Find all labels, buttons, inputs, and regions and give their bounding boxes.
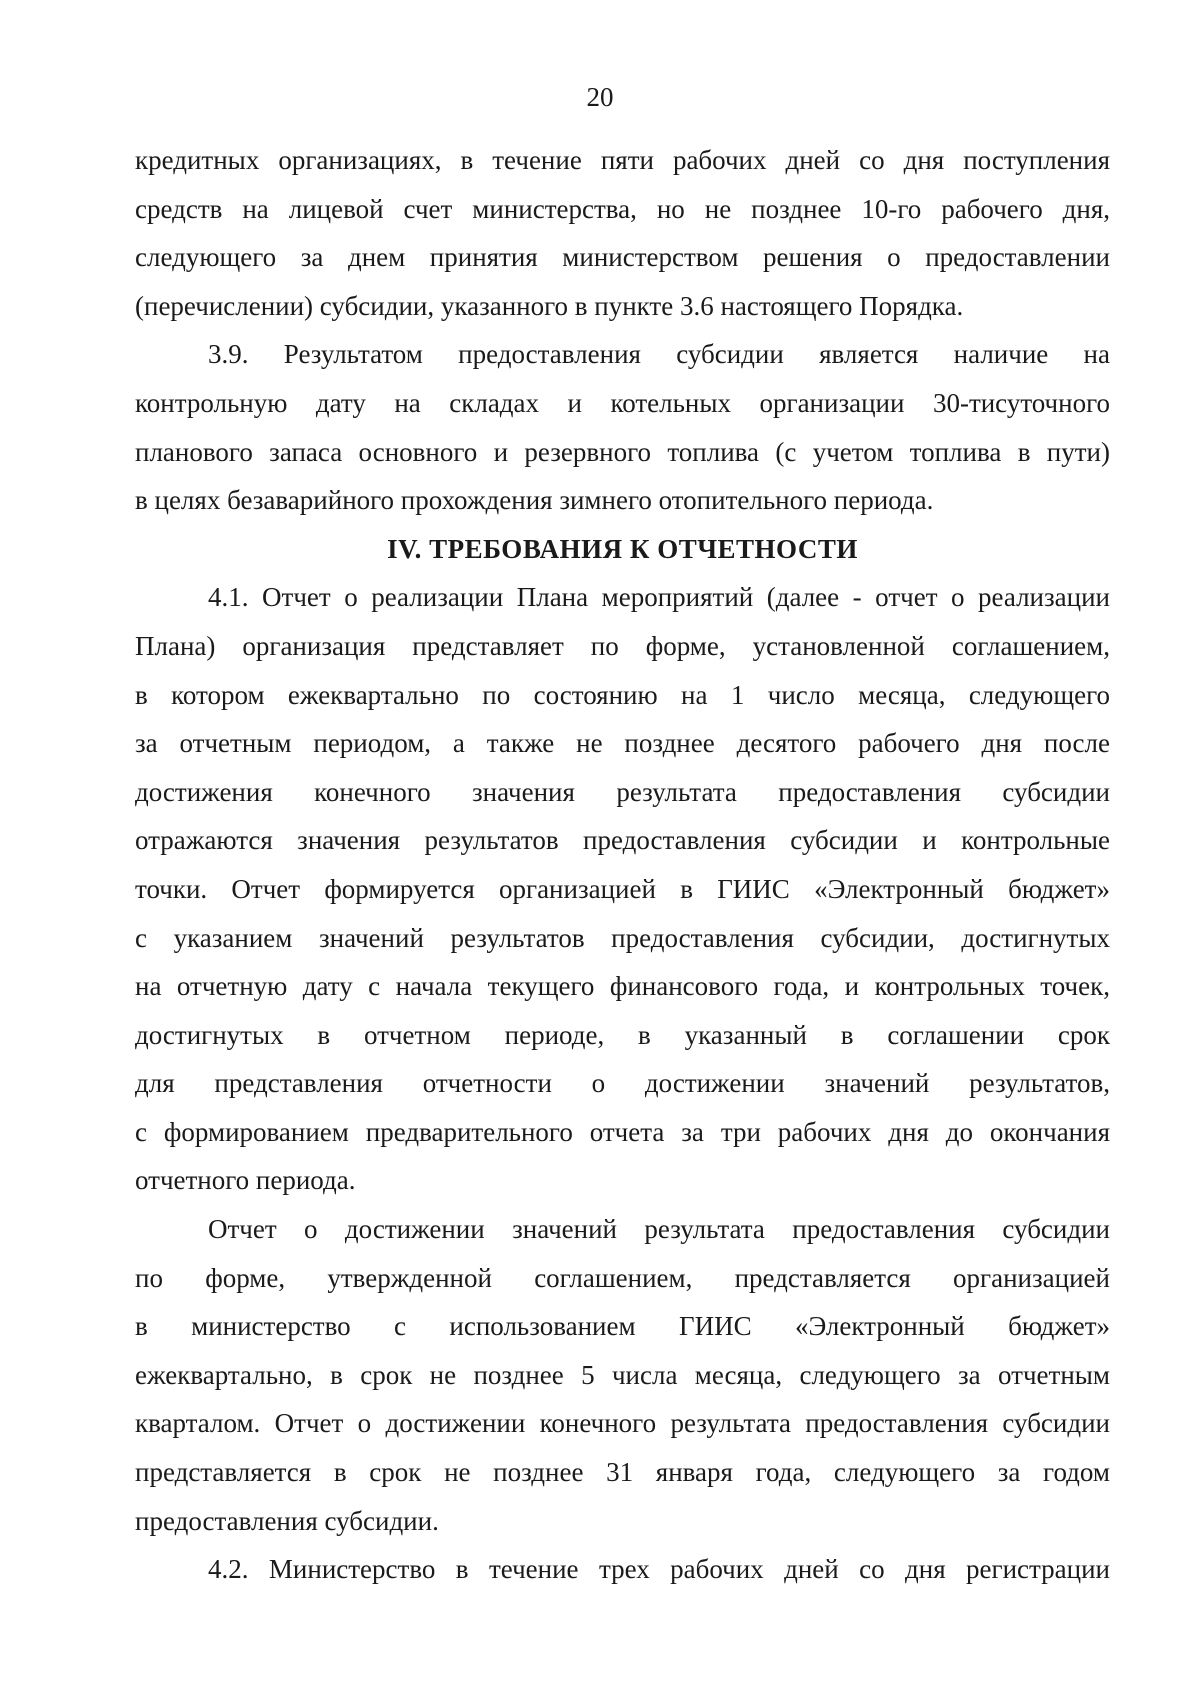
paragraph-4-2-start: 4.2. Министерство в течение трех рабочих дней со дня регистрации (208, 1554, 1110, 1585)
text-line: в министерство с использованием ГИИС «Электронный бюджет» (135, 1311, 1110, 1342)
text-line: контрольную дату на складах и котельных организации 30-тисуточного (135, 387, 1110, 418)
text-line: (перечислении) субсидии, указанного в пункте 3.6 настоящего Порядка. (135, 290, 964, 321)
document-body (135, 136, 1110, 1594)
text-line: отчетного периода. (135, 1165, 356, 1196)
text-line: по форме, утвержденной соглашением, представляется организацией (135, 1262, 1110, 1293)
text-line: достигнутых в отчетном периоде, в указанный в соглашении срок (135, 1019, 1110, 1050)
paragraph-4-1-start: 4.1. Отчет о реализации Плана мероприятий (далее - отчет о реализации (208, 582, 1110, 613)
paragraph-report-start: Отчет о достижении значений результата предоставления субсидии (208, 1214, 1110, 1245)
text-line: точки. Отчет формируется организацией в ГИИС «Электронный бюджет» (135, 873, 1110, 904)
text-line: планового запаса основного и резервного топлива (с учетом топлива в пути) (135, 436, 1110, 467)
text-line: на отчетную дату с начала текущего финансового года, и контрольных точек, (135, 971, 1110, 1002)
text-line: следующего за днем принятия министерством решения о предоставлении (135, 242, 1110, 273)
paragraph-3-9-start: 3.9. Результатом предоставления субсидии является наличие на (208, 339, 1110, 370)
section-heading: IV. ТРЕБОВАНИЯ К ОТЧЕТНОСТИ (387, 533, 858, 564)
text-line: с формированием предварительного отчета за три рабочих дня до окончания (135, 1116, 1110, 1147)
text-line: за отчетным периодом, а также не позднее десятого рабочего дня после (135, 728, 1110, 759)
text-line: с указанием значений результатов предоставления субсидии, достигнутых (135, 922, 1110, 953)
text-line: для представления отчетности о достижении значений результатов, (135, 1068, 1110, 1099)
text-line: отражаются значения результатов предоставления субсидии и контрольные (135, 825, 1110, 856)
text-line: Плана) организация представляет по форме, установленной соглашением, (135, 630, 1110, 661)
page-number: 20 (586, 82, 614, 112)
text-line: кварталом. Отчет о достижении конечного результата предоставления субсидии (135, 1408, 1110, 1439)
text-line: в целях безаварийного прохождения зимнего отопительного периода. (135, 485, 934, 516)
text-line: кредитных организациях, в течение пяти рабочих дней со дня поступления (135, 145, 1110, 175)
text-line: достижения конечного значения результата предоставления субсидии (135, 776, 1110, 807)
text-line: в котором ежеквартально по состоянию на 1 число месяца, следующего (135, 679, 1110, 710)
text-line: средств на лицевой счет министерства, но не позднее 10-го рабочего дня, (135, 193, 1110, 224)
text-line: ежеквартально, в срок не позднее 5 числа месяца, следующего за отчетным (135, 1359, 1110, 1390)
text-line: представляется в срок не позднее 31 января года, следующего за годом (135, 1457, 1110, 1488)
text-line: предоставления субсидии. (135, 1505, 439, 1536)
